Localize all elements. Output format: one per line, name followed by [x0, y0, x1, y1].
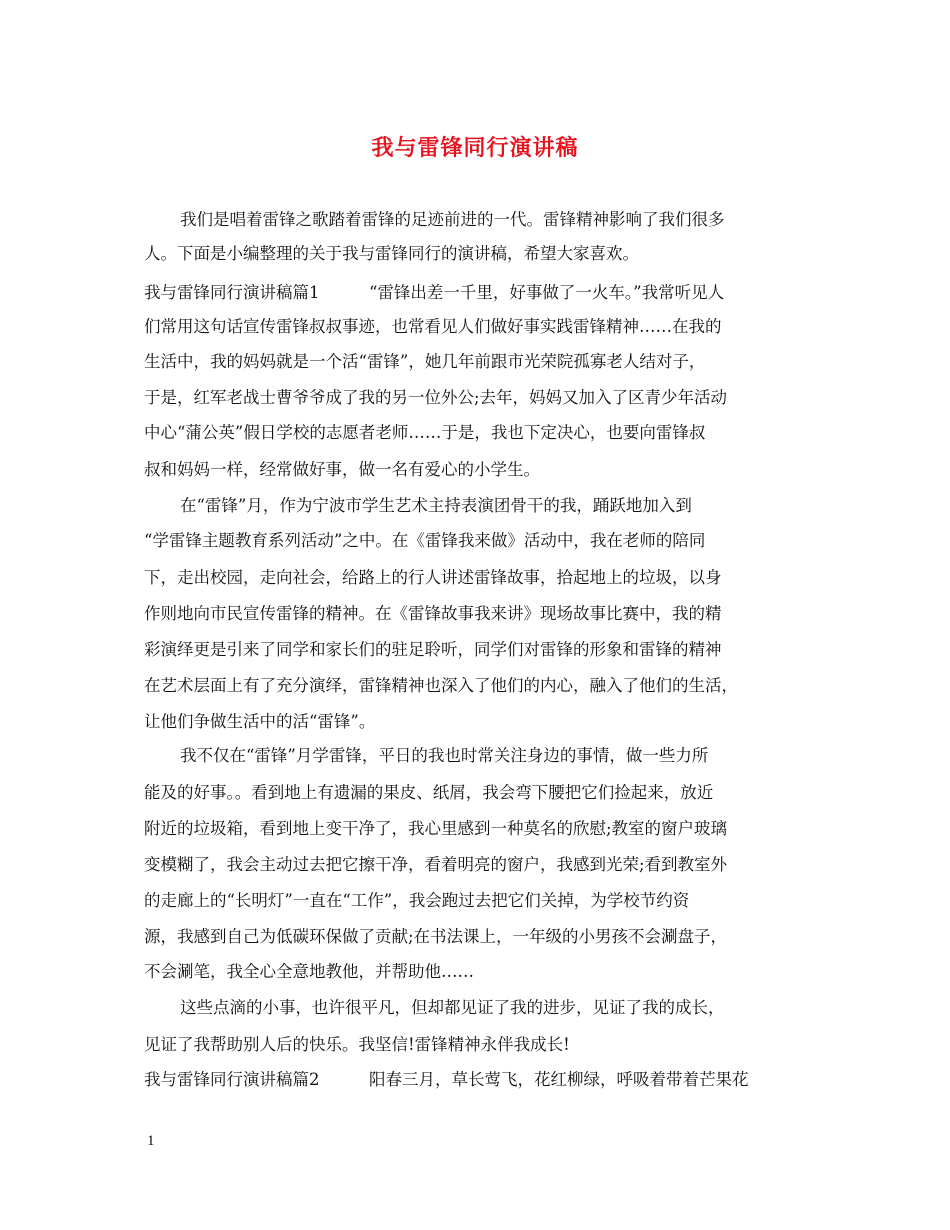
paragraph-line: 我与雷锋同行演讲稿篇2 阳春三月，草长莺飞，花红柳绿，呼吸着带着芒果花 [144, 1070, 749, 1089]
paragraph-line: 不会涮笔，我全心全意地教他，并帮助他…… [144, 962, 474, 981]
paragraph-line: 这些点滴的小事，也许很平凡，但却都见证了我的进步，见证了我的成长， [180, 998, 725, 1017]
paragraph-line: 生活中，我的妈妈就是一个活“雷锋”，她几年前跟市光荣院孤寡老人结对子， [144, 352, 706, 371]
paragraph-line: 能及的好事。。看到地上有遗漏的果皮、纸屑，我会弯下腰把它们捡起来，放近 [144, 783, 714, 802]
paragraph-line: 在“雷锋”月，作为宁波市学生艺术主持表演团骨干的我，踊跃地加入到 [180, 496, 692, 515]
page-number: 1 [147, 1133, 155, 1149]
paragraph-line: 变模糊了，我会主动过去把它擦干净，看着明亮的窗户，我感到光荣;看到教室外 [144, 855, 728, 874]
paragraph-line: 叔和妈妈一样，经常做好事，做一名有爱心的小学生。 [144, 460, 540, 479]
paragraph-line: 作则地向市民宣传雷锋的精神。在《雷锋故事我来讲》现场故事比赛中，我的精 [144, 604, 722, 623]
paragraph-line: 我与雷锋同行演讲稿篇1 “雷锋出差一千里，好事做了一火车。”我常听见人 [144, 283, 725, 302]
paragraph-line: 的走廊上的“长明灯”一直在“工作”，我会跑过去把它们关掉，为学校节约资 [144, 891, 690, 910]
paragraph-line: 见证了我帮助别人后的快乐。我坚信!雷锋精神永伴我成长! [144, 1035, 570, 1054]
paragraph-line: 在艺术层面上有了充分演绎，雷锋精神也深入了他们的内心，融入了他们的生活， [144, 676, 738, 695]
paragraph-line: 中心“蒲公英”假日学校的志愿者老师……于是，我也下定决心，也要向雷锋叔 [144, 423, 706, 442]
paragraph-line: 人。下面是小编整理的关于我与雷锋同行的演讲稿，希望大家喜欢。 [144, 244, 639, 263]
paragraph-line: “学雷锋主题教育系列活动”之中。在《雷锋我来做》活动中，我在老师的陪同 [144, 531, 706, 550]
paragraph-line: 我们是唱着雷锋之歌踏着雷锋的足迹前进的一代。雷锋精神影响了我们很多 [180, 210, 725, 229]
paragraph-line: 源，我感到自己为低碳环保做了贡献;在书法课上，一年级的小男孩不会涮盘子， [144, 927, 728, 946]
paragraph-line: 彩演绎更是引来了同学和家长们的驻足聆听，同学们对雷锋的形象和雷锋的精神 [144, 640, 722, 659]
paragraph-line: 让他们争做生活中的活“雷锋”。 [144, 712, 376, 731]
paragraph-line: 我不仅在“雷锋”月学雷锋，平日的我也时常关注身边的事情，做一些力所 [180, 746, 709, 765]
paragraph-line: 于是，红军老战士曹爷爷成了我的另一位外公;去年，妈妈又加入了区青少年活动 [144, 388, 728, 407]
document-title: 我与雷锋同行演讲稿 [371, 135, 579, 161]
paragraph-line: 们常用这句话宣传雷锋叔叔事迹，也常看见人们做好事实践雷锋精神……在我的 [144, 317, 722, 336]
paragraph-line: 附近的垃圾箱，看到地上变干净了，我心里感到一种莫名的欣慰;教室的窗户玻璃 [144, 819, 728, 838]
paragraph-line: 下，走出校园，走向社会，给路上的行人讲述雷锋故事，拾起地上的垃圾，以身 [144, 568, 722, 587]
